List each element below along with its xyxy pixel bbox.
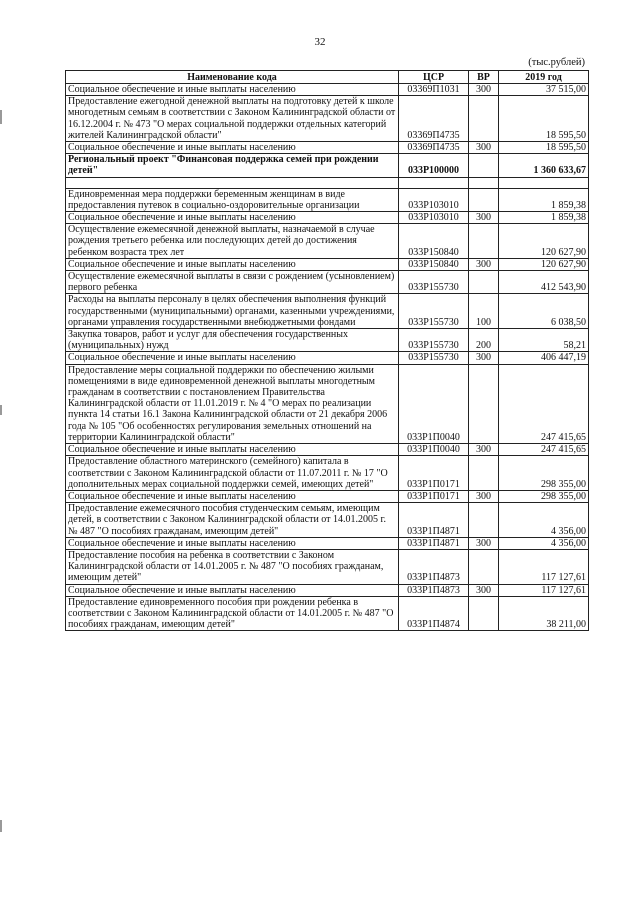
csr-cell: 03369П4735 bbox=[399, 96, 469, 142]
sum-cell: 4 356,00 bbox=[499, 503, 589, 538]
table-row bbox=[66, 584, 589, 596]
csr-cell: 033Р150840 bbox=[399, 258, 469, 270]
table-row bbox=[66, 142, 589, 154]
scan-edge-mark bbox=[0, 50, 2, 870]
sum-cell: 298 355,00 bbox=[499, 490, 589, 502]
csr-cell: 03369П4735 bbox=[399, 142, 469, 154]
csr-cell: 033Р1П4873 bbox=[399, 549, 469, 584]
vr-cell: 300 bbox=[469, 537, 499, 549]
csr-cell: 033Р150840 bbox=[399, 224, 469, 259]
sum-cell: 18 595,50 bbox=[499, 96, 589, 142]
vr-cell bbox=[469, 596, 499, 631]
name-cell: Осуществление ежемесячной выплаты в связи с рождением (усыновлением) первого ребенка bbox=[66, 271, 399, 294]
csr-cell: 033Р1П0171 bbox=[399, 490, 469, 502]
table-row bbox=[66, 364, 589, 443]
table-row bbox=[66, 154, 589, 177]
sum-cell: 120 627,90 bbox=[499, 224, 589, 259]
vr-cell bbox=[469, 224, 499, 259]
name-cell: Социальное обеспечение и иные выплаты населению bbox=[66, 490, 399, 502]
table-row bbox=[66, 294, 589, 329]
vr-cell bbox=[469, 503, 499, 538]
vr-cell bbox=[469, 549, 499, 584]
name-cell: Региональный проект "Финансовая поддержка семей при рождении детей" bbox=[66, 154, 399, 177]
csr-cell: 033Р1П4871 bbox=[399, 537, 469, 549]
vr-cell bbox=[469, 96, 499, 142]
csr-cell: 033Р100000 bbox=[399, 154, 469, 177]
sum-cell: 4 356,00 bbox=[499, 537, 589, 549]
vr-cell: 300 bbox=[469, 142, 499, 154]
name-cell: Социальное обеспечение и иные выплаты населению bbox=[66, 352, 399, 364]
sum-cell: 412 543,90 bbox=[499, 271, 589, 294]
name-cell: Социальное обеспечение и иные выплаты населению bbox=[66, 444, 399, 456]
name-cell: Единовременная мера поддержки беременным женщинам в виде предоставления путевок в социально-оздоровительные организации bbox=[66, 188, 399, 211]
header-year: 2019 год bbox=[499, 71, 589, 84]
name-cell: Закупка товаров, работ и услуг для обеспечения государственных (муниципальных) нужд bbox=[66, 329, 399, 352]
name-cell: Социальное обеспечение и иные выплаты населению bbox=[66, 584, 399, 596]
name-cell: Социальное обеспечение и иные выплаты населению bbox=[66, 212, 399, 224]
header-csr: ЦСР bbox=[399, 71, 469, 84]
vr-cell bbox=[469, 188, 499, 211]
vr-cell: 300 bbox=[469, 490, 499, 502]
csr-cell: 033Р155730 bbox=[399, 329, 469, 352]
sum-cell: 1 360 633,67 bbox=[499, 154, 589, 177]
sum-cell: 117 127,61 bbox=[499, 549, 589, 584]
csr-cell: 033Р103010 bbox=[399, 188, 469, 211]
table-header-row bbox=[66, 71, 589, 84]
sum-cell: 1 859,38 bbox=[499, 212, 589, 224]
table-row bbox=[66, 537, 589, 549]
sum-cell: 38 211,00 bbox=[499, 596, 589, 631]
table-body bbox=[66, 84, 589, 631]
spacer-row bbox=[66, 177, 589, 188]
csr-cell: 033Р1П0040 bbox=[399, 444, 469, 456]
table-row bbox=[66, 444, 589, 456]
name-cell: Социальное обеспечение и иные выплаты населению bbox=[66, 84, 399, 96]
csr-cell: 033Р103010 bbox=[399, 212, 469, 224]
name-cell: Предоставление областного материнского (семейного) капитала в соответствии с Законом Калининградской области от 11.07.2011 г. № 17 "О дополнительных мерах социальной поддержки семей, имеющих детей" bbox=[66, 456, 399, 491]
table-row bbox=[66, 456, 589, 491]
sum-cell: 247 415,65 bbox=[499, 444, 589, 456]
table-row bbox=[66, 549, 589, 584]
name-cell: Расходы на выплаты персоналу в целях обеспечения выполнения функций государственными (муниципальными) органами, казенными учреждениями, органами управления государственными внебюджетными фондами bbox=[66, 294, 399, 329]
sum-cell: 6 038,50 bbox=[499, 294, 589, 329]
budget-table bbox=[65, 70, 589, 631]
table-row bbox=[66, 258, 589, 270]
vr-cell bbox=[469, 456, 499, 491]
name-cell: Предоставление ежегодной денежной выплаты на подготовку детей к школе многодетным семьям в соответствии с Законом Калининградской области от 16.12.2004 г. № 473 "О мерах социальной поддержки отдельных категорий жителей Калининградской области" bbox=[66, 96, 399, 142]
name-cell: Осуществление ежемесячной денежной выплаты, назначаемой в случае рождения третьего ребенка или последующих детей до достижения ребенком возраста трех лет bbox=[66, 224, 399, 259]
name-cell: Социальное обеспечение и иные выплаты населению bbox=[66, 142, 399, 154]
table-row bbox=[66, 96, 589, 142]
vr-cell: 100 bbox=[469, 294, 499, 329]
vr-cell bbox=[469, 364, 499, 443]
vr-cell: 300 bbox=[469, 258, 499, 270]
page-number: 32 bbox=[314, 36, 326, 48]
sum-cell: 247 415,65 bbox=[499, 364, 589, 443]
csr-cell: 03369П1031 bbox=[399, 84, 469, 96]
csr-cell: 033Р155730 bbox=[399, 352, 469, 364]
table-row bbox=[66, 596, 589, 631]
table-row bbox=[66, 212, 589, 224]
table-row bbox=[66, 352, 589, 364]
sum-cell: 298 355,00 bbox=[499, 456, 589, 491]
vr-cell bbox=[469, 271, 499, 294]
sum-cell: 1 859,38 bbox=[499, 188, 589, 211]
table-row bbox=[66, 490, 589, 502]
sum-cell: 58,21 bbox=[499, 329, 589, 352]
header-vr: ВР bbox=[469, 71, 499, 84]
name-cell: Предоставление меры социальной поддержки по обеспечению жилыми помещениями в виде единовременной денежной выплаты многодетным гражданам в соответствии с постановлением Правительства Калининградской области от 11.01.2019 г. № 4 "О мерах по реализации пункта 14 статьи 16.1 Закона Калининградской области от 21 декабря 2006 года № 105 "Об особенностях регулирования земельных отношений на территории Калининградской области" bbox=[66, 364, 399, 443]
vr-cell: 300 bbox=[469, 84, 499, 96]
vr-cell: 300 bbox=[469, 352, 499, 364]
sum-cell: 18 595,50 bbox=[499, 142, 589, 154]
csr-cell: 033Р1П4874 bbox=[399, 596, 469, 631]
units-label: (тыс.рублей) bbox=[528, 57, 585, 68]
csr-cell: 033Р155730 bbox=[399, 294, 469, 329]
table-row bbox=[66, 271, 589, 294]
csr-cell: 033Р155730 bbox=[399, 271, 469, 294]
table-row bbox=[66, 329, 589, 352]
header-name: Наименование кода bbox=[66, 71, 399, 84]
table-row bbox=[66, 224, 589, 259]
name-cell: Предоставление единовременного пособия при рождении ребенка в соответствии с Законом Калининградской области от 14.01.2005 г. № 487 "О пособиях гражданам, имеющим детей" bbox=[66, 596, 399, 631]
csr-cell: 033Р1П0040 bbox=[399, 364, 469, 443]
csr-cell: 033Р1П4871 bbox=[399, 503, 469, 538]
sum-cell: 117 127,61 bbox=[499, 584, 589, 596]
name-cell: Предоставление ежемесячного пособия студенческим семьям, имеющим детей, в соответствии с Законом Калининградской области от 14.01.2005 г. № 487 "О пособиях гражданам, имеющим детей" bbox=[66, 503, 399, 538]
vr-cell bbox=[469, 154, 499, 177]
name-cell: Предоставление пособия на ребенка в соответствии с Законом Калининградской области от 14.01.2005 г. № 487 "О пособиях гражданам, имеющим детей" bbox=[66, 549, 399, 584]
vr-cell: 300 bbox=[469, 444, 499, 456]
name-cell: Социальное обеспечение и иные выплаты населению bbox=[66, 537, 399, 549]
table-row bbox=[66, 84, 589, 96]
vr-cell: 300 bbox=[469, 584, 499, 596]
name-cell: Социальное обеспечение и иные выплаты населению bbox=[66, 258, 399, 270]
sum-cell: 37 515,00 bbox=[499, 84, 589, 96]
vr-cell: 200 bbox=[469, 329, 499, 352]
vr-cell: 300 bbox=[469, 212, 499, 224]
sum-cell: 406 447,19 bbox=[499, 352, 589, 364]
table-row bbox=[66, 503, 589, 538]
csr-cell: 033Р1П4873 bbox=[399, 584, 469, 596]
csr-cell: 033Р1П0171 bbox=[399, 456, 469, 491]
sum-cell: 120 627,90 bbox=[499, 258, 589, 270]
table-row bbox=[66, 188, 589, 211]
